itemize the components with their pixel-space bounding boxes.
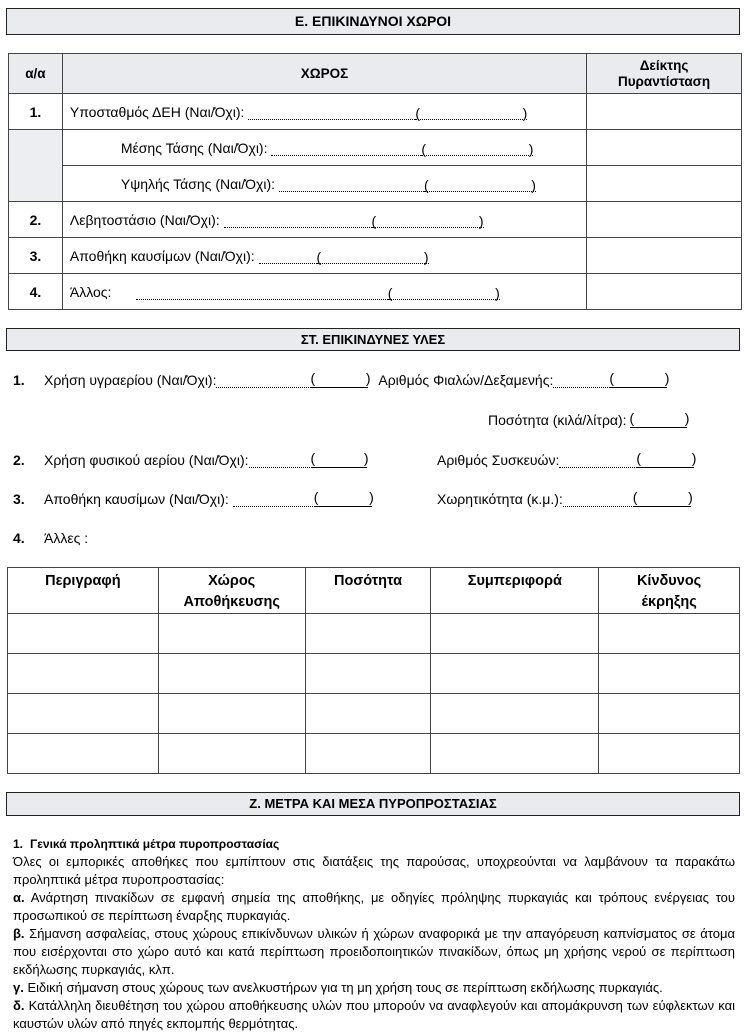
index-cell[interactable] [587,94,742,130]
space-cell [62,166,586,202]
subsection-title-text: Γενικά προληπτικά μέτρα πυροπροστασίας [30,837,280,851]
space-cell [62,94,586,130]
item-mark: β. [13,926,25,941]
item-text: Κατάλληλη διευθέτηση του χώρου αποθήκευσης υλών που μπορούν να αναφλεγούν και απομάκρυνση των εύφλεκτων και καυστών υλών από πηγές εκπομπής θερμότητας. [13,998,735,1031]
fuel-storage-detail-field[interactable]: ( ) [313,489,374,505]
cylinders-detail-field[interactable]: ( ) [609,370,670,386]
space-cell [62,130,586,166]
table-cell[interactable] [599,734,740,774]
fuel-storage-label: Αποθήκη καυσίμων (Ναι/Όχι): [44,491,229,507]
table-cell[interactable] [431,734,599,774]
space-label: Λεβητοστάσιο (Ναι/Όχι): [69,211,220,228]
subsection-title [13,835,735,853]
section-st-title: ΣΤ. ΕΠΙΚΙΝΔΥΝΕΣ ΥΛΕΣ [300,332,446,347]
lpg-detail-field[interactable]: ( ) [310,370,371,386]
row-number [9,166,63,202]
col-space-header: ΧΩΡΟΣ [62,54,586,94]
space-label: Υψηλής Τάσης (Ναι/Όχι): [120,175,276,192]
table-row [9,202,742,238]
table-cell[interactable] [431,654,599,694]
row-number: 3. [9,238,63,274]
answer-field[interactable] [259,249,317,264]
item-text: Ανάρτηση πινακίδων σε εμφανή σημεία της αποθήκης, με οδηγίες πρόληψης πυρκαγιάς και τρόπους ενέργειας του προσωπικού σε περίπτωση έναρξης πυρκαγιάς. [13,890,735,923]
answer-field[interactable] [136,285,388,300]
table-cell[interactable] [599,654,740,694]
col-index-header [587,54,742,94]
table-cell[interactable] [158,654,305,694]
section-z-title: Ζ. ΜΕΤΡΑ ΚΑΙ ΜΕΣΑ ΠΥΡΟΠΡΟΣΤΑΣΙΑΣ [249,796,497,811]
quantity-line [488,410,690,428]
table-row [8,694,740,734]
devices-line [437,450,697,468]
header-line1: Χώρος [208,573,256,589]
measure-item [13,925,735,979]
col-explosion-header [599,568,740,614]
measure-item [13,997,735,1033]
devices-field[interactable] [559,453,637,468]
item-mark: γ. [13,980,24,995]
detail-field[interactable]: ( ) [371,212,484,229]
item-number: 3. [13,491,25,507]
other-label: Άλλες : [44,530,89,546]
natural-gas-answer-field[interactable] [249,453,312,468]
item-text: Ειδική σήμανση στους χώρους των ανελκυστήρων για τη μη χρήση τους σε περίπτωση εκδήλωσης πυρκαγιάς. [27,980,663,995]
detail-field[interactable]: ( ) [415,104,528,121]
natural-gas-detail-field[interactable]: ( ) [310,450,369,466]
space-label: Άλλος: [69,283,112,300]
quantity-field[interactable]: ( ) [629,410,690,426]
item-text: Σήμανση ασφαλείας, στους χώρους επικίνδυνων υλικών ή χώρων αναφορικά με την απαγόρευση καπνίσματος σε άτομα που εισέρχονται στο χώρο αυτό και κατά περίπτωση προειδοποιητικών πινακίδων, όπως μη χρήσης νερού σε περίπτωση εκδήλωσης πυρκαγιάς, κλπ. [13,926,735,977]
table-cell[interactable] [431,694,599,734]
detail-field[interactable]: ( ) [423,176,536,193]
row-number [9,130,63,166]
item-number: 4. [13,530,25,546]
space-cell [62,274,586,310]
lpg-line [13,370,670,388]
devices-label: Αριθμός Συσκευών: [437,452,560,468]
fuel-storage-answer-field[interactable] [233,492,315,507]
quantity-label: Ποσότητα (κιλά/λίτρα): [488,412,627,428]
table-cell[interactable] [158,614,305,654]
table-row [9,274,742,310]
table-row [8,654,740,694]
table-row [8,614,740,654]
space-label: Αποθήκη καυσίμων (Ναι/Όχι): [69,247,255,264]
space-label: Μέσης Τάσης (Ναι/Όχι): [120,139,268,156]
index-cell[interactable] [587,202,742,238]
answer-field[interactable] [279,177,424,192]
table-row [9,94,742,130]
fuel-storage-line [13,491,372,507]
col-quantity-header [305,568,431,614]
table-row [9,166,742,202]
hazardous-spaces-table [8,53,742,310]
space-cell [62,202,586,238]
capacity-field[interactable] [563,492,634,507]
row-number: 2. [9,202,63,238]
item-mark: α. [13,890,25,905]
table-cell[interactable] [8,734,159,774]
answer-field[interactable] [271,141,421,156]
detail-field[interactable]: ( ) [316,248,429,265]
table-row [9,130,742,166]
row-number: 4. [9,274,63,310]
subsection-number: 1. [13,837,24,851]
detail-field[interactable]: ( ) [421,140,534,157]
col-behavior-header [431,568,599,614]
col-index-line2: Πυραντίσταση [617,73,711,89]
table-cell[interactable] [158,734,305,774]
capacity-label: Χωρητικότητα (κ.μ.): [437,491,563,507]
col-description-header [8,568,159,614]
table-cell[interactable] [305,694,431,734]
section-e-title: Ε. ΕΠΙΚΙΝΔΥΝΟΙ ΧΩΡΟΙ [294,13,452,29]
index-cell[interactable] [587,274,742,310]
intro-paragraph: Όλες οι εμπορικές αποθήκες που εμπίπτουν στις διατάξεις της παρούσας, υποχρεούνται να λαμβάνουν τα παρακάτω προληπτικά μέτρα πυροπροστασίας: [13,854,735,887]
header-line1: Κίνδυνος [636,573,702,589]
header-line1: Ποσότητα [334,573,403,589]
index-cell[interactable] [587,130,742,166]
table-cell[interactable] [599,614,740,654]
answer-field[interactable] [248,105,415,120]
table-row [8,734,740,774]
section-z-header [6,792,740,816]
table-cell[interactable] [599,694,740,734]
index-cell[interactable] [587,166,742,202]
answer-field[interactable] [224,213,372,228]
detail-field[interactable]: ( ) [387,284,500,301]
item-mark: δ. [13,998,25,1013]
hazardous-materials-table [7,567,740,774]
row-number: 1. [9,94,63,130]
measure-item [13,979,735,997]
table-cell[interactable] [158,694,305,734]
item-number: 2. [13,452,25,468]
col-storage-header [158,568,305,614]
item-number: 1. [13,372,25,388]
space-cell [62,238,586,274]
lpg-answer-field[interactable] [216,373,311,388]
section-e-header [6,8,740,35]
table-cell[interactable] [305,654,431,694]
table-cell[interactable] [305,734,431,774]
natural-gas-label: Χρήση φυσικού αερίου (Ναι/Όχι): [44,452,249,468]
col-aa-header: α/α [9,54,63,94]
index-cell[interactable] [587,238,742,274]
cylinders-field[interactable] [553,373,610,388]
table-cell[interactable] [431,614,599,654]
capacity-line [437,491,691,507]
lpg-label: Χρήση υγραερίου (Ναι/Όχι): [44,372,217,388]
col-index-line1: Δείκτης [639,57,689,73]
section-st-header [6,328,740,351]
table-cell[interactable] [8,614,159,654]
header-line1: Συμπεριφορά [467,573,562,589]
natural-gas-line [13,452,367,468]
header-line2: έκρηξης [641,594,697,610]
cylinders-label: Αριθμός Φιαλών/Δεξαμενής: [378,372,554,388]
other-line [13,530,88,546]
capacity-detail-field[interactable]: ( ) [632,489,693,505]
table-cell[interactable] [8,694,159,734]
header-line1: Περιγραφή [45,573,121,589]
devices-detail-field[interactable]: ( ) [636,450,697,466]
fire-measures-text [13,835,735,1033]
table-row [9,238,742,274]
table-cell[interactable] [8,654,159,694]
table-cell[interactable] [305,614,431,654]
header-line2: Αποθήκευσης [183,594,280,610]
measure-item [13,889,735,925]
space-label: Υποσταθμός ΔΕΗ (Ναι/Όχι): [69,103,245,120]
